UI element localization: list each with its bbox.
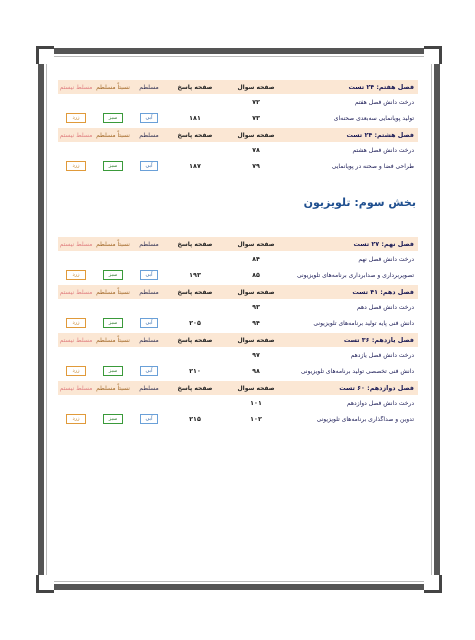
partial-cell xyxy=(94,366,132,376)
col-learned: مسلطم xyxy=(139,288,159,296)
partial-cell xyxy=(94,414,132,424)
partial-button[interactable]: سبز xyxy=(103,366,123,376)
col-learned: مسلطم xyxy=(139,83,159,91)
weak-button[interactable]: زرد xyxy=(66,318,85,328)
lesson-name: دانش فنی تخصصی تولید برنامه‌های تلویزیونی xyxy=(300,367,414,375)
col-question-page: صفحه سوال xyxy=(237,336,275,344)
weak-cell xyxy=(58,366,94,376)
partial-cell xyxy=(94,113,132,123)
lesson-row xyxy=(58,363,418,379)
col-partial: نسبتاً مسلطم xyxy=(96,83,130,91)
weak-cell xyxy=(58,270,94,280)
answer-page-number: ۱۸۱ xyxy=(189,114,201,122)
col-question-page: صفحه سوال xyxy=(237,240,275,248)
lesson-name: درخت دانش فصل نهم xyxy=(358,255,414,263)
answer-page-number: ۲۰۵ xyxy=(189,319,201,327)
question-page-number: ۷۹ xyxy=(252,162,260,170)
answer-page-number: ۲۱۵ xyxy=(189,415,201,423)
learned-cell xyxy=(132,414,166,424)
lesson-name: تولید پویانمایی سه‌بعدی صحنه‌ای xyxy=(333,114,414,122)
chapter-title: فصل دوازدهم: ۶۰ تست xyxy=(339,384,414,392)
partial-cell xyxy=(94,270,132,280)
question-page-number: ۹۳ xyxy=(252,303,260,311)
learned-button[interactable]: آبی xyxy=(140,366,159,376)
question-page-number: ۹۸ xyxy=(252,367,260,375)
col-answer-page: صفحه پاسخ xyxy=(177,83,213,91)
learned-cell xyxy=(132,113,166,123)
chapter-title: فصل هفتم: ۲۴ تست xyxy=(348,83,414,91)
col-weak: مسلط نیستم xyxy=(59,131,93,139)
weak-button[interactable]: زرد xyxy=(66,270,85,280)
chapter-header xyxy=(58,80,418,94)
partial-button[interactable]: سبز xyxy=(103,270,123,280)
question-page-number: ۱۰۲ xyxy=(250,415,262,423)
learned-cell xyxy=(132,270,166,280)
section-title: بخش سوم: تلویزیون xyxy=(303,196,416,209)
col-weak: مسلط نیستم xyxy=(59,336,93,344)
weak-cell xyxy=(58,113,94,123)
lesson-row xyxy=(58,411,418,427)
chapter-group-b xyxy=(58,237,418,427)
lesson-name: درخت دانش فصل هفتم xyxy=(354,98,414,106)
col-weak: مسلط نیستم xyxy=(59,83,93,91)
partial-button[interactable]: سبز xyxy=(103,318,123,328)
col-partial: نسبتاً مسلطم xyxy=(96,336,130,344)
partial-cell xyxy=(94,161,132,171)
weak-button[interactable]: زرد xyxy=(66,366,85,376)
chapter-title: فصل هشتم: ۲۴ تست xyxy=(346,131,414,139)
learned-button[interactable]: آبی xyxy=(140,113,159,123)
weak-button[interactable]: زرد xyxy=(66,161,85,171)
lesson-name: درخت دانش فصل دهم xyxy=(357,303,414,311)
answer-page-number: ۱۸۷ xyxy=(189,162,201,170)
col-partial: نسبتاً مسلطم xyxy=(96,131,130,139)
question-page-number: ۷۸ xyxy=(252,146,260,154)
lesson-row xyxy=(58,315,418,331)
content xyxy=(58,78,418,427)
col-answer-page: صفحه پاسخ xyxy=(177,131,213,139)
col-question-page: صفحه سوال xyxy=(237,131,275,139)
question-page-number: ۷۲ xyxy=(252,98,260,106)
weak-cell xyxy=(58,161,94,171)
chapter-header xyxy=(58,333,418,347)
answer-page-number: ۲۱۰ xyxy=(189,367,201,375)
lesson-row xyxy=(58,299,418,315)
lesson-name: طراحی فضا و صحنه در پویانمایی xyxy=(331,162,414,170)
lesson-row xyxy=(58,251,418,267)
question-page-number: ۸۴ xyxy=(252,255,260,263)
col-partial: نسبتاً مسلطم xyxy=(96,240,130,248)
chapter-header xyxy=(58,285,418,299)
chapter-title: فصل یازدهم: ۳۶ تست xyxy=(343,336,414,344)
col-learned: مسلطم xyxy=(139,131,159,139)
col-weak: مسلط نیستم xyxy=(59,288,93,296)
col-partial: نسبتاً مسلطم xyxy=(96,288,130,296)
partial-button[interactable]: سبز xyxy=(103,113,123,123)
frame-corner xyxy=(424,575,442,593)
col-weak: مسلط نیستم xyxy=(59,384,93,392)
col-answer-page: صفحه پاسخ xyxy=(177,384,213,392)
lesson-row xyxy=(58,142,418,158)
lesson-row xyxy=(58,347,418,363)
col-learned: مسلطم xyxy=(139,240,159,248)
learned-button[interactable]: آبی xyxy=(140,318,159,328)
lesson-name: تصویربرداری و صدابرداری برنامه‌های تلویزیونی xyxy=(297,271,414,279)
col-answer-page: صفحه پاسخ xyxy=(177,240,213,248)
chapter-title: فصل دهم: ۴۱ تست xyxy=(352,288,414,296)
chapter-group-a xyxy=(58,80,418,174)
lesson-row xyxy=(58,267,418,283)
chapter-header xyxy=(58,128,418,142)
question-page-number: ۷۳ xyxy=(252,114,260,122)
learned-cell xyxy=(132,161,166,171)
weak-button[interactable]: زرد xyxy=(66,414,85,424)
partial-button[interactable]: سبز xyxy=(103,161,123,171)
lesson-row xyxy=(58,158,418,174)
col-answer-page: صفحه پاسخ xyxy=(177,336,213,344)
col-question-page: صفحه سوال xyxy=(237,83,275,91)
lesson-name: درخت دانش فصل دوازدهم xyxy=(346,399,414,407)
col-learned: مسلطم xyxy=(139,336,159,344)
answer-page-number: ۱۹۳ xyxy=(189,271,201,279)
frame-corner xyxy=(424,46,442,64)
question-page-number: ۹۴ xyxy=(252,319,260,327)
col-weak: مسلط نیستم xyxy=(59,240,93,248)
chapter-header xyxy=(58,237,418,251)
learned-cell xyxy=(132,366,166,376)
learned-button[interactable]: آبی xyxy=(140,270,159,280)
learned-button[interactable]: آبی xyxy=(140,414,159,424)
question-page-number: ۱۰۱ xyxy=(250,399,262,407)
partial-cell xyxy=(94,318,132,328)
chapter-title: فصل نهم: ۲۷ تست xyxy=(353,240,414,248)
lesson-row xyxy=(58,94,418,110)
partial-button[interactable]: سبز xyxy=(103,414,123,424)
question-page-number: ۹۷ xyxy=(252,351,260,359)
lesson-name: درخت دانش فصل هشتم xyxy=(352,146,414,154)
lesson-name: تدوین و صداگذاری برنامه‌های تلویزیونی xyxy=(316,415,414,423)
col-learned: مسلطم xyxy=(139,384,159,392)
col-question-page: صفحه سوال xyxy=(237,288,275,296)
lesson-name: درخت دانش فصل یازدهم xyxy=(350,351,414,359)
question-page-number: ۸۵ xyxy=(252,271,260,279)
weak-button[interactable]: زرد xyxy=(66,113,85,123)
chapter-header xyxy=(58,381,418,395)
learned-button[interactable]: آبی xyxy=(140,161,159,171)
frame-corner xyxy=(36,575,54,593)
weak-cell xyxy=(58,414,94,424)
lesson-row xyxy=(58,395,418,411)
lesson-row xyxy=(58,110,418,126)
col-answer-page: صفحه پاسخ xyxy=(177,288,213,296)
weak-cell xyxy=(58,318,94,328)
col-question-page: صفحه سوال xyxy=(237,384,275,392)
learned-cell xyxy=(132,318,166,328)
frame-corner xyxy=(36,46,54,64)
col-partial: نسبتاً مسلطم xyxy=(96,384,130,392)
lesson-name: دانش فنی پایه تولید برنامه‌های تلویزیونی xyxy=(313,319,414,327)
